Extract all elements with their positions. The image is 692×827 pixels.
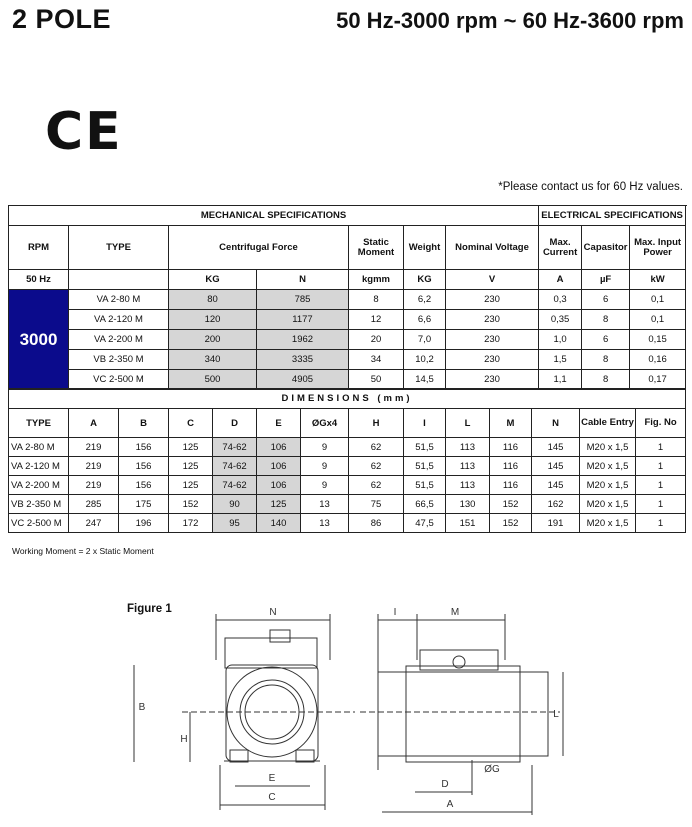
page-title: 2 POLE <box>12 4 112 34</box>
cell-uf: 8 <box>582 370 630 390</box>
col-max-current: Max. Current <box>539 226 582 270</box>
col-rpm: RPM <box>9 226 69 270</box>
cell-kw: 0,15 <box>630 330 686 350</box>
dims-cell-4: 74-62 <box>213 457 257 476</box>
dims-col-1: A <box>69 409 119 438</box>
cell-v: 230 <box>446 370 539 390</box>
cell-kw: 0,1 <box>630 290 686 310</box>
elec-section-header: ELECTRICAL SPECIFICATIONS <box>539 206 686 226</box>
dims-cell-12: M20 x 1,5 <box>580 514 636 533</box>
working-moment-note: Working Moment = 2 x Static Moment <box>12 546 154 556</box>
dims-cell-8: 66,5 <box>404 495 446 514</box>
dims-cell-1: 219 <box>69 457 119 476</box>
cell-kg: 200 <box>169 330 257 350</box>
cell-a: 1,5 <box>539 350 582 370</box>
cell-kw: 0,17 <box>630 370 686 390</box>
dims-cell-7: 86 <box>349 514 404 533</box>
col-centrifugal-force: Centrifugal Force <box>169 226 349 270</box>
drawing-label-b: B <box>138 702 146 713</box>
dims-col-0: TYPE <box>9 409 69 438</box>
dims-cell-0: VB 2-350 M <box>9 495 69 514</box>
drawing-label-n: N <box>269 607 277 618</box>
dims-cell-0: VA 2-120 M <box>9 457 69 476</box>
drawing-label-i: I <box>393 607 397 618</box>
col-max-input-power: Max. Input Power <box>630 226 686 270</box>
dims-cell-9: 130 <box>446 495 490 514</box>
dims-cell-5: 106 <box>257 438 301 457</box>
table-row <box>9 350 686 370</box>
cell-uf: 8 <box>582 350 630 370</box>
cell-n: 3335 <box>257 350 349 370</box>
dims-cell-12: M20 x 1,5 <box>580 438 636 457</box>
dims-cell-12: M20 x 1,5 <box>580 495 636 514</box>
cell-weight: 6,6 <box>404 310 446 330</box>
cell-sm: 20 <box>349 330 404 350</box>
unit-weight: KG <box>404 270 446 290</box>
dimensions-table <box>8 388 686 533</box>
cell-uf: 6 <box>582 290 630 310</box>
dims-col-3: C <box>169 409 213 438</box>
dims-cell-5: 106 <box>257 476 301 495</box>
dims-cell-8: 51,5 <box>404 476 446 495</box>
ce-mark-logo: CE <box>45 102 123 162</box>
dims-cell-7: 75 <box>349 495 404 514</box>
dims-cell-3: 152 <box>169 495 213 514</box>
dims-cell-5: 140 <box>257 514 301 533</box>
dims-cell-13: 1 <box>636 514 686 533</box>
dims-col-12: Cable Entry <box>580 409 636 438</box>
dims-cell-0: VA 2-80 M <box>9 438 69 457</box>
dims-cell-5: 106 <box>257 457 301 476</box>
dims-cell-0: VA 2-200 M <box>9 476 69 495</box>
dims-cell-2: 156 <box>119 438 169 457</box>
unit-n: N <box>257 270 349 290</box>
terminal-box-side <box>420 650 498 670</box>
mech-section-header: MECHANICAL SPECIFICATIONS <box>9 206 539 226</box>
cell-v: 230 <box>446 350 539 370</box>
dims-cell-9: 151 <box>446 514 490 533</box>
cell-kg: 340 <box>169 350 257 370</box>
cell-kg: 500 <box>169 370 257 390</box>
cell-n: 1962 <box>257 330 349 350</box>
dims-cell-3: 172 <box>169 514 213 533</box>
cell-weight: 6,2 <box>404 290 446 310</box>
cell-a: 1,0 <box>539 330 582 350</box>
dims-cell-1: 219 <box>69 438 119 457</box>
dims-cell-11: 145 <box>532 457 580 476</box>
cell-weight: 10,2 <box>404 350 446 370</box>
dims-cell-10: 116 <box>490 438 532 457</box>
dims-cell-7: 62 <box>349 438 404 457</box>
unit-a: A <box>539 270 582 290</box>
frequency-note: *Please contact us for 60 Hz values. <box>498 181 683 193</box>
cell-weight: 7,0 <box>404 330 446 350</box>
cell-a: 1,1 <box>539 370 582 390</box>
dims-cell-1: 285 <box>69 495 119 514</box>
cell-a: 0,3 <box>539 290 582 310</box>
dims-cell-6: 9 <box>301 476 349 495</box>
cell-kw: 0,16 <box>630 350 686 370</box>
drawing-label-e: E <box>268 773 276 784</box>
col-type: TYPE <box>69 226 169 270</box>
drawing-label-d: D <box>441 779 449 790</box>
dims-cell-11: 162 <box>532 495 580 514</box>
rpm-value: 3000 <box>9 290 69 390</box>
table-row <box>9 290 686 310</box>
dims-col-5: E <box>257 409 301 438</box>
dims-cell-3: 125 <box>169 457 213 476</box>
dims-col-6: ØGx4 <box>301 409 349 438</box>
dims-col-11: N <box>532 409 580 438</box>
table-row <box>9 330 686 350</box>
dims-cell-7: 62 <box>349 476 404 495</box>
cell-sm: 12 <box>349 310 404 330</box>
cell-v: 230 <box>446 310 539 330</box>
dims-cell-4: 90 <box>213 495 257 514</box>
dims-col-13: Fig. No <box>636 409 686 438</box>
dims-cell-4: 74-62 <box>213 438 257 457</box>
cell-sm: 34 <box>349 350 404 370</box>
drawing-label-og: ØG <box>484 764 500 775</box>
cell-type: VA 2-80 M <box>69 290 169 310</box>
motor-body-side <box>378 672 548 756</box>
dims-cell-13: 1 <box>636 438 686 457</box>
cell-kg: 120 <box>169 310 257 330</box>
cell-weight: 14,5 <box>404 370 446 390</box>
dims-cell-9: 113 <box>446 438 490 457</box>
unit-kgmm: kgmm <box>349 270 404 290</box>
table-row <box>9 438 686 457</box>
unit-uf: µF <box>582 270 630 290</box>
dims-cell-8: 51,5 <box>404 438 446 457</box>
cell-type: VB 2-350 M <box>69 350 169 370</box>
unit-v: V <box>446 270 539 290</box>
dims-cell-8: 47,5 <box>404 514 446 533</box>
col-weight: Weight <box>404 226 446 270</box>
dims-cell-0: VC 2-500 M <box>9 514 69 533</box>
cell-type: VA 2-120 M <box>69 310 169 330</box>
dims-cell-12: M20 x 1,5 <box>580 476 636 495</box>
table-row <box>9 457 686 476</box>
unit-kg: KG <box>169 270 257 290</box>
dims-col-8: I <box>404 409 446 438</box>
dims-cell-2: 196 <box>119 514 169 533</box>
table-row <box>9 370 686 390</box>
cell-type: VA 2-200 M <box>69 330 169 350</box>
dims-cell-6: 13 <box>301 514 349 533</box>
drawing-label-c: C <box>268 792 276 803</box>
dimensions-header-row <box>9 409 686 438</box>
dims-cell-8: 51,5 <box>404 457 446 476</box>
dims-cell-10: 116 <box>490 476 532 495</box>
table-row <box>9 476 686 495</box>
dims-cell-9: 113 <box>446 476 490 495</box>
unit-rpm: 50 Hz <box>9 270 69 290</box>
dims-col-10: M <box>490 409 532 438</box>
dims-cell-7: 62 <box>349 457 404 476</box>
dims-cell-13: 1 <box>636 476 686 495</box>
dimensions-title: DIMENSIONS (mm) <box>9 389 686 409</box>
drawing-label-m: M <box>450 607 460 618</box>
dims-cell-6: 13 <box>301 495 349 514</box>
figure-label: Figure 1 <box>127 603 172 615</box>
cell-kg: 80 <box>169 290 257 310</box>
drawing-label-h: H <box>180 734 188 745</box>
dims-cell-3: 125 <box>169 438 213 457</box>
cell-n: 4905 <box>257 370 349 390</box>
cell-a: 0,35 <box>539 310 582 330</box>
table-row <box>9 514 686 533</box>
cell-n: 1177 <box>257 310 349 330</box>
cell-uf: 8 <box>582 310 630 330</box>
dims-cell-4: 95 <box>213 514 257 533</box>
dims-cell-13: 1 <box>636 495 686 514</box>
dims-cell-3: 125 <box>169 476 213 495</box>
cell-n: 785 <box>257 290 349 310</box>
dims-cell-1: 219 <box>69 476 119 495</box>
dims-cell-6: 9 <box>301 438 349 457</box>
cell-v: 230 <box>446 290 539 310</box>
speed-title: 50 Hz-3000 rpm ~ 60 Hz-3600 rpm <box>336 8 684 33</box>
col-nominal-voltage: Nominal Voltage <box>446 226 539 270</box>
drawing-label-l: L <box>553 709 559 720</box>
table-row <box>9 495 686 514</box>
drawing-label-a: A <box>446 799 454 810</box>
mechanical-electrical-table <box>8 205 686 390</box>
dims-cell-2: 156 <box>119 476 169 495</box>
dims-cell-10: 152 <box>490 495 532 514</box>
cell-sm: 8 <box>349 290 404 310</box>
dims-cell-11: 191 <box>532 514 580 533</box>
cell-v: 230 <box>446 330 539 350</box>
cell-kw: 0,1 <box>630 310 686 330</box>
dims-cell-5: 125 <box>257 495 301 514</box>
figure-1-drawing <box>120 600 570 822</box>
cell-type: VC 2-500 M <box>69 370 169 390</box>
dims-cell-9: 113 <box>446 457 490 476</box>
col-static-moment: Static Moment <box>349 226 404 270</box>
dims-cell-11: 145 <box>532 438 580 457</box>
cell-sm: 50 <box>349 370 404 390</box>
dims-cell-6: 9 <box>301 457 349 476</box>
unit-type <box>69 270 169 290</box>
dims-cell-10: 116 <box>490 457 532 476</box>
dims-col-7: H <box>349 409 404 438</box>
dims-cell-4: 74-62 <box>213 476 257 495</box>
dims-col-2: B <box>119 409 169 438</box>
dims-cell-2: 156 <box>119 457 169 476</box>
dims-col-9: L <box>446 409 490 438</box>
dims-cell-13: 1 <box>636 457 686 476</box>
dims-cell-1: 247 <box>69 514 119 533</box>
dims-cell-11: 145 <box>532 476 580 495</box>
dims-cell-2: 175 <box>119 495 169 514</box>
dims-cell-10: 152 <box>490 514 532 533</box>
dims-col-4: D <box>213 409 257 438</box>
dims-cell-12: M20 x 1,5 <box>580 457 636 476</box>
unit-kw: kW <box>630 270 686 290</box>
cell-uf: 6 <box>582 330 630 350</box>
table-row <box>9 310 686 330</box>
col-capasitor: Capasitor <box>582 226 630 270</box>
